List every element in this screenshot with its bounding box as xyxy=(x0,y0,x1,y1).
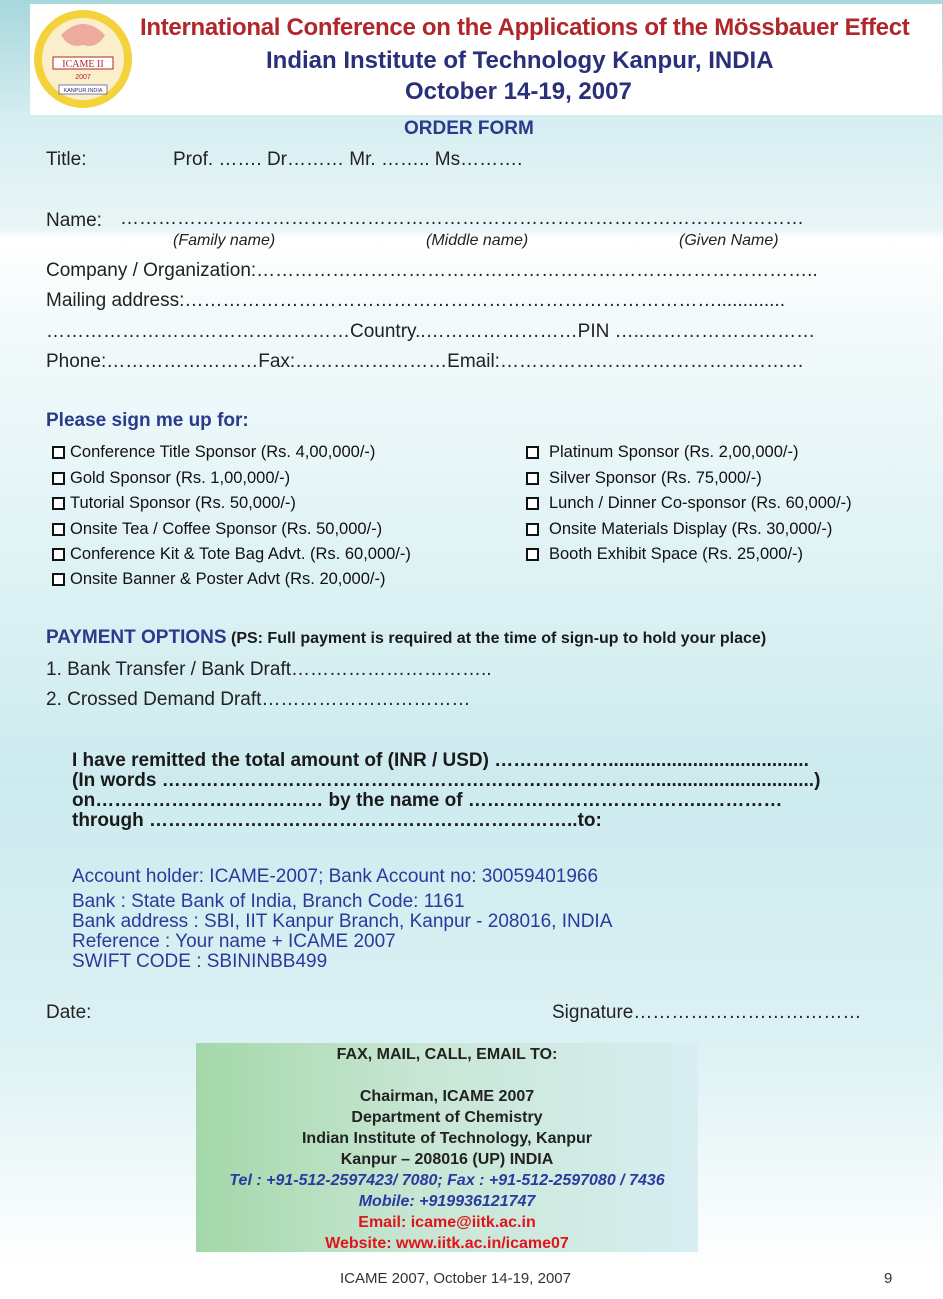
remit-through-line[interactable]: through …………………………………………………………..to: xyxy=(72,810,602,831)
signup-option[interactable]: Gold Sponsor (Rs. 1,00,000/-) xyxy=(52,469,290,488)
checkbox[interactable] xyxy=(52,446,65,459)
signature-field[interactable]: Signature……………………………… xyxy=(552,1002,862,1023)
checkbox[interactable] xyxy=(52,523,65,536)
contact-city: Kanpur – 208016 (UP) INDIA xyxy=(340,1151,554,1168)
bank-name: Bank : State Bank of India, Branch Code: 1161 xyxy=(72,891,465,912)
payment-option-2[interactable]: 2. Crossed Demand Draft…………………………… xyxy=(46,689,471,710)
contact-email-link[interactable]: Email: icame@iitk.ac.in xyxy=(358,1214,536,1231)
signup-option[interactable]: Conference Title Sponsor (Rs. 4,00,000/-) xyxy=(52,443,375,462)
contact-mobile: Mobile: +919936121747 xyxy=(358,1193,536,1210)
page-number: 9 xyxy=(884,1270,893,1287)
family-name-hint: (Family name) xyxy=(173,232,276,249)
checkbox[interactable] xyxy=(52,573,65,586)
payment-option-1[interactable]: 1. Bank Transfer / Bank Draft………………………….. xyxy=(46,659,492,680)
checkbox[interactable] xyxy=(526,523,539,536)
institute-name: Indian Institute of Technology Kanpur, INDIA xyxy=(266,47,774,74)
checkbox[interactable] xyxy=(526,446,539,459)
remit-amount-line[interactable]: I have remitted the total amount of (INR / USD) ………………...................................... xyxy=(72,750,809,771)
signup-heading: Please sign me up for: xyxy=(46,410,249,431)
signup-option[interactable]: Onsite Materials Display (Rs. 30,000/-) xyxy=(526,520,832,539)
bank-reference: Reference : Your name + ICAME 2007 xyxy=(72,931,396,952)
order-form-title: ORDER FORM xyxy=(404,118,534,139)
checkbox[interactable] xyxy=(526,472,539,485)
phone-fax-email-field[interactable]: Phone:……………………Fax:……………………Email:………………………………………… xyxy=(46,351,804,372)
swift-code: SWIFT CODE : SBININBB499 xyxy=(72,951,328,972)
signup-option[interactable]: Platinum Sponsor (Rs. 2,00,000/-) xyxy=(526,443,798,462)
name-field[interactable]: ……………………………………………………………………………………………… xyxy=(120,208,804,229)
contact-phone-fax: Tel : +91-512-2597423/ 7080; Fax : +91-512-2597080 / 7436 xyxy=(229,1172,665,1189)
checkbox[interactable] xyxy=(526,497,539,510)
signup-option[interactable]: Booth Exhibit Space (Rs. 25,000/-) xyxy=(526,545,803,564)
icame-logo xyxy=(31,5,135,115)
title-options[interactable]: Prof. ……. Dr……… Mr. …….. Ms………. xyxy=(173,149,523,170)
signup-option[interactable]: Onsite Banner & Poster Advt (Rs. 20,000/-) xyxy=(52,570,385,589)
svg-text:KANPUR INDIA: KANPUR INDIA xyxy=(63,88,103,94)
conference-dates: October 14-19, 2007 xyxy=(405,78,632,105)
checkbox[interactable] xyxy=(526,548,539,561)
country-pin-field[interactable]: …………………………………………Country..……………………PIN …..……………………… xyxy=(46,321,816,342)
title-label: Title: xyxy=(46,149,87,170)
mailing-address-field[interactable]: Mailing address:…………………………………………………………………………............. xyxy=(46,290,785,311)
checkbox[interactable] xyxy=(52,472,65,485)
svg-text:ICAME II: ICAME II xyxy=(62,59,104,70)
contact-box xyxy=(196,1043,698,1252)
middle-name-hint: (Middle name) xyxy=(426,232,529,249)
svg-text:2007: 2007 xyxy=(75,74,91,81)
payment-note: (PS: Full payment is required at the time of sign-up to hold your place) xyxy=(230,630,767,647)
contact-institute: Indian Institute of Technology, Kanpur xyxy=(301,1130,593,1147)
payment-options xyxy=(46,627,766,649)
signup-option[interactable]: Tutorial Sponsor (Rs. 50,000/-) xyxy=(52,494,296,513)
company-field[interactable]: Company / Organization:…………………………………………………………………………….. xyxy=(46,260,818,281)
signup-option[interactable]: Conference Kit & Tote Bag Advt. (Rs. 60,000/-) xyxy=(52,545,411,564)
contact-chairman: Chairman, ICAME 2007 xyxy=(359,1088,535,1105)
contact-website-link[interactable]: Website: www.iitk.ac.in/icame07 xyxy=(325,1235,569,1252)
account-holder: Account holder: ICAME-2007; Bank Account no: 30059401966 xyxy=(72,866,599,887)
checkbox[interactable] xyxy=(52,497,65,510)
name-label: Name: xyxy=(46,210,102,231)
date-label[interactable]: Date: xyxy=(46,1002,92,1023)
contact-department: Department of Chemistry xyxy=(351,1109,543,1126)
signup-option[interactable]: Silver Sponsor (Rs. 75,000/-) xyxy=(526,469,762,488)
payment-heading: PAYMENT OPTIONS xyxy=(46,627,227,648)
contact-heading: FAX, MAIL, CALL, EMAIL TO: xyxy=(336,1046,558,1063)
footer-text: ICAME 2007, October 14-19, 2007 xyxy=(340,1270,571,1287)
bank-address: Bank address : SBI, IIT Kanpur Branch, Kanpur - 208016, INDIA xyxy=(72,911,613,932)
checkbox[interactable] xyxy=(52,548,65,561)
given-name-hint: (Given Name) xyxy=(679,232,779,249)
conference-title: International Conference on the Applications of the Mössbauer Effect xyxy=(140,14,910,41)
signup-option[interactable]: Lunch / Dinner Co-sponsor (Rs. 60,000/-) xyxy=(526,494,852,513)
remit-words-line[interactable]: (In words ……………………………………………………………………..............................) xyxy=(72,770,821,791)
remit-date-name-line[interactable]: on……………………………… by the name of ………………………………..………… xyxy=(72,790,783,811)
signup-option[interactable]: Onsite Tea / Coffee Sponsor (Rs. 50,000/-) xyxy=(52,520,382,539)
